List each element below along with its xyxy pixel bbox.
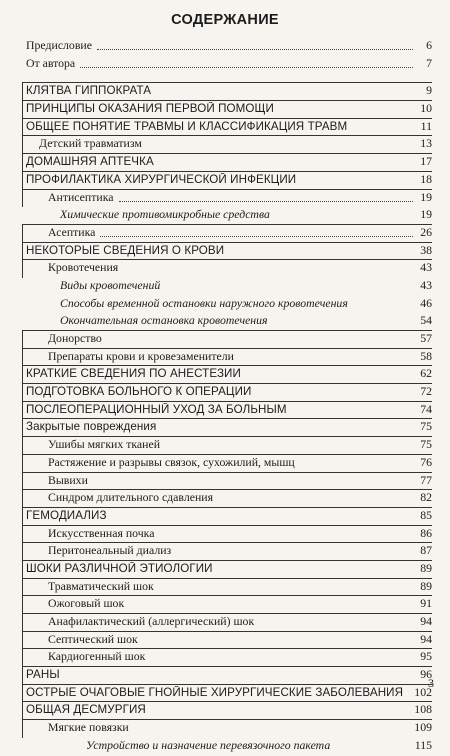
toc-entry (26, 366, 432, 384)
toc-entry-page: 85 (420, 507, 432, 522)
toc-entry-title: КРАТКИЕ СВЕДЕНИЯ ПО АНЕСТЕЗИИ (26, 367, 241, 381)
toc-entry (26, 278, 432, 296)
toc-entry (26, 632, 432, 650)
toc-entry (26, 349, 432, 367)
toc-entry (26, 243, 432, 261)
toc-entry-title: Синдром длительного сдавления (48, 490, 214, 505)
toc-entry-page: 74 (420, 401, 432, 416)
toc-entry-title: Ожоговый шок (48, 596, 125, 611)
toc-entry-page: 77 (420, 472, 432, 487)
toc-entry-title: ОСТРЫЕ ОЧАГОВЫЕ ГНОЙНЫЕ ХИРУРГИЧЕСКИЕ ЗАБОЛЕВАНИЯ (26, 685, 404, 699)
toc-entry (26, 260, 432, 278)
toc-entry-page: 75 (420, 419, 432, 434)
toc-entry (26, 579, 432, 597)
toc-entry (26, 437, 432, 455)
toc-entry-page: 108 (414, 702, 432, 717)
toc-entry-page: 19 (420, 189, 432, 204)
toc-entry (26, 296, 432, 314)
toc-entry-page: 19 (420, 207, 432, 222)
toc-entry-title: Асептика (48, 224, 96, 239)
toc-entry (26, 190, 432, 208)
toc-entry (26, 685, 432, 703)
toc-entry-page: 109 (414, 720, 432, 735)
toc-entry-page: 75 (420, 437, 432, 452)
toc-entry-title: Мягкие повязки (48, 720, 129, 735)
toc-entry-page: 9 (426, 83, 432, 98)
toc-entry-title: Донорство (48, 331, 102, 345)
toc-entry-page: 96 (420, 667, 432, 682)
toc-entry-title: ПОДГОТОВКА БОЛЬНОГО К ОПЕРАЦИИ (26, 385, 252, 399)
toc-entry-page: 95 (420, 649, 432, 664)
toc-entry (26, 313, 432, 331)
toc-entry-title: Химические противомикробные средства (60, 207, 270, 222)
toc-entry-page: 86 (420, 525, 432, 540)
toc-entry-title: Препараты крови и кровезаменители (48, 348, 234, 363)
toc-entry (26, 473, 432, 491)
toc-entry (26, 172, 432, 190)
dot-leader (80, 67, 413, 68)
toc-entry-title: Предисловие (26, 38, 92, 52)
page-title: СОДЕРЖАНИЕ (171, 12, 279, 28)
toc-entry (26, 331, 432, 349)
toc-entry (26, 419, 432, 437)
toc-entry (26, 738, 432, 756)
dot-leader (119, 201, 414, 202)
toc-entry-title: Окончательная остановка кровотечения (60, 313, 268, 328)
toc-entry (26, 720, 432, 738)
toc-entry-page: 46 (420, 295, 432, 310)
toc-entry (26, 56, 432, 74)
toc-entry-title: Анафилактический (аллергический) шок (48, 614, 255, 628)
toc-entry-page: 6 (426, 38, 432, 52)
toc-entry-page: 43 (420, 260, 432, 275)
toc-entry-page: 94 (420, 631, 432, 646)
toc-entry-page: 10 (420, 101, 432, 116)
toc-entry-title: ПРИНЦИПЫ ОКАЗАНИЯ ПЕРВОЙ ПОМОЩИ (26, 102, 274, 116)
toc-entry (26, 561, 432, 579)
toc-entry-title: От автора (26, 55, 76, 70)
toc-entry (26, 596, 432, 614)
toc-entry (26, 402, 432, 420)
toc-entry-page: 115 (414, 737, 432, 752)
toc-entry-title: Растяжение и разрывы связок, сухожилий, мышц (48, 454, 295, 469)
toc-entry-title: НЕКОТОРЫЕ СВЕДЕНИЯ О КРОВИ (26, 243, 225, 257)
toc-entry (26, 543, 432, 561)
toc-entry-title: ОБЩЕЕ ПОНЯТИЕ ТРАВМЫ И КЛАССИФИКАЦИЯ ТРАВМ (26, 119, 348, 133)
toc-entry-page: 7 (426, 55, 432, 70)
toc-entry-title: ПОСЛЕОПЕРАЦИОННЫЙ УХОД ЗА БОЛЬНЫМ (26, 402, 287, 416)
toc-entry (26, 649, 432, 667)
toc-entry-title: Перитонеальный диализ (48, 543, 172, 558)
toc-entry-title: ШОКИ РАЗЛИЧНОЙ ЭТИОЛОГИИ (26, 561, 213, 575)
toc-entry-page: 11 (420, 118, 432, 133)
toc-entry (26, 508, 432, 526)
toc-entry-title: Виды кровотечений (60, 277, 161, 292)
toc-entry-page: 43 (420, 277, 432, 292)
toc-entry-title: ГЕМОДИАЛИЗ (26, 508, 107, 522)
toc-entry-title: Детский травматизм (39, 136, 142, 151)
toc-entry (26, 384, 432, 402)
toc-entry-page: 87 (420, 543, 432, 558)
toc-entry-title: Ушибы мягких тканей (48, 437, 161, 452)
toc-entry-title: ОБЩАЯ ДЕСМУРГИЯ (26, 703, 146, 717)
toc-entry-page: 38 (420, 242, 432, 257)
toc-entry-page: 18 (420, 171, 432, 186)
toc-entry-title: Антисептика (48, 189, 114, 204)
toc-entry (26, 101, 432, 119)
page-number: 3 (428, 676, 434, 690)
toc-entry-page: 17 (420, 154, 432, 169)
toc-entry-page: 102 (414, 684, 432, 699)
toc-entry-page: 91 (420, 596, 432, 611)
table-of-contents (26, 38, 432, 756)
toc-entry-title: Травматический шок (48, 578, 154, 593)
toc-entry-page: 89 (420, 560, 432, 575)
toc-entry-page: 94 (420, 614, 432, 628)
toc-entry-page: 89 (420, 578, 432, 593)
toc-entry (26, 119, 432, 137)
toc-entry-title: Устройство и назначение перевязочного пакета (86, 737, 331, 752)
toc-entry (26, 490, 432, 508)
toc-entry-title: Кровотечения (48, 260, 119, 275)
toc-entry-page: 76 (420, 454, 432, 469)
toc-entry-title: Способы временной остановки наружного кровотечения (60, 295, 348, 310)
toc-entry (26, 702, 432, 720)
toc-entry (26, 83, 432, 101)
toc-entry (26, 225, 432, 243)
toc-entry-page: 82 (420, 490, 432, 505)
toc-entry-title: Кардиогенный шок (48, 649, 146, 664)
toc-entry-title: Вывихи (48, 472, 88, 487)
toc-entry-page: 54 (420, 313, 432, 328)
toc-entry-page: 58 (420, 348, 432, 363)
toc-entry-title: КЛЯТВА ГИППОКРАТА (26, 84, 152, 98)
toc-entry-title: Закрытые повреждения (26, 420, 157, 434)
toc-entry (26, 38, 432, 56)
toc-entry-page: 57 (420, 331, 432, 345)
toc-entry (26, 667, 432, 685)
toc-entry (26, 207, 432, 225)
toc-entry-page: 62 (420, 366, 432, 381)
toc-entry-page: 26 (420, 224, 432, 239)
dot-leader (97, 49, 413, 50)
toc-entry-title: ПРОФИЛАКТИКА ХИРУРГИЧЕСКОЙ ИНФЕКЦИИ (26, 172, 297, 186)
toc-entry (26, 154, 432, 172)
toc-entry (26, 526, 432, 544)
toc-entry-title: Септический шок (48, 631, 138, 646)
toc-entry (26, 136, 432, 154)
toc-entry (26, 455, 432, 473)
toc-entry-title: РАНЫ (26, 668, 60, 682)
toc-entry (26, 614, 432, 632)
toc-entry-title: Искусственная почка (48, 525, 155, 540)
toc-entry-page: 13 (420, 136, 432, 151)
toc-entry-title: ДОМАШНЯЯ АПТЕЧКА (26, 155, 154, 169)
dot-leader (100, 236, 413, 237)
toc-entry-page: 72 (420, 384, 432, 399)
